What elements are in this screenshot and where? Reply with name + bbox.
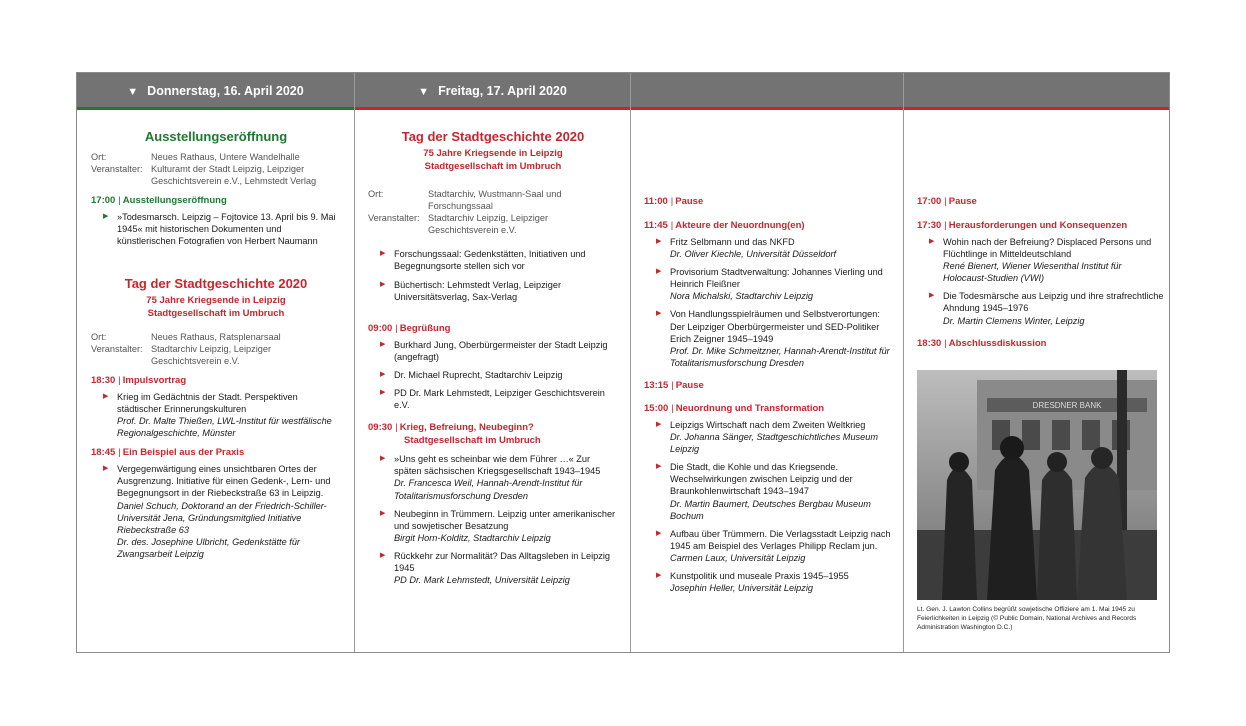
- tag-meta: [91, 331, 341, 367]
- window: [1022, 420, 1040, 450]
- opening-slot: 17:00 | Ausstellungseröffnung: [91, 195, 227, 207]
- slot-time: 18:45: [91, 447, 116, 459]
- tag-title: Tag der Stadtgeschichte 2020: [124, 275, 308, 291]
- ort-label: Ort:: [368, 189, 384, 199]
- list-item: [644, 528, 892, 564]
- item-speaker: Dr. Francesca Weil, Hannah-Arendt-Institut für Totalitarismusforschung Dresden: [394, 478, 583, 501]
- list-item: [368, 279, 618, 303]
- tag-meta: [368, 188, 618, 236]
- item-speaker: Dr. Johanna Sänger, Stadtgeschichtliches Museum Leipzig: [670, 432, 879, 455]
- item-text: ▶ Vergegenwärtigung eines unsichtbaren Ortes der Ausgrenzung. Initiative für einen Gedenk-, Lern- und Begegnungsort in der Riebeckstraße 63 in Leipzig.: [117, 464, 331, 499]
- column-friday-midday: [644, 110, 892, 652]
- item-text: ▶ Wohin nach der Befreiung? Displaced Persons und Flüchtlinge in Mitteldeutschland: [943, 237, 1152, 260]
- item-text: Büchertisch: Lehmstedt Verlag, Leipziger Universitätsverlag, Sax-Verlag: [394, 279, 561, 302]
- slot-time: 15:00: [644, 402, 669, 414]
- slot-abschluss: 18:30 | Abschlussdiskussion: [917, 337, 1047, 349]
- slot-time: 09:00: [368, 322, 393, 334]
- slot-subtitle: Stadtgesellschaft im Umbruch: [404, 435, 541, 447]
- historical-photo: [917, 370, 1157, 600]
- item-speaker: Carmen Laux, Universität Leipzig: [670, 552, 806, 563]
- column-divider: [630, 73, 631, 652]
- slot-pause: 17:00 | Pause: [917, 196, 977, 207]
- list-item: [644, 419, 892, 455]
- slot-time: 13:15: [644, 379, 669, 391]
- list-item: [368, 550, 618, 586]
- slot-time: 11:00: [644, 196, 668, 207]
- photo-area: [903, 73, 1171, 652]
- item-text: ▶ Rückkehr zur Normalität? Das Alltagsleben in Leipzig 1945: [394, 550, 611, 573]
- slot-time: 18:30: [91, 374, 116, 386]
- list-item: [644, 570, 892, 594]
- soldier-head: [949, 452, 969, 472]
- list-item: [644, 266, 892, 302]
- list-item: [644, 461, 892, 521]
- item-speaker: Dr. Martin Clemens Winter, Leipzig: [943, 315, 1085, 326]
- item-text: Forschungssaal: Gedenkstätten, Initiativen und Begegnungsorte stellen sich vor: [394, 249, 586, 272]
- veranstalter-label: Veranstalter:: [91, 164, 143, 175]
- slot-time: 09:30: [368, 422, 393, 434]
- item-text: ▶ Die Stadt, die Kohle und das Kriegsende. Wechselwirkungen zwischen Leipzig und der Braunkohlenwirtschaft 1943–1947: [670, 462, 853, 497]
- slot-herausforderungen: 17:30 | Herausforderungen und Konsequenzen: [917, 220, 1128, 231]
- item-speaker: Birgit Horn-Kolditz, Stadtarchiv Leipzig: [394, 532, 551, 543]
- opening-item: [91, 211, 341, 247]
- tag-subtitle: 75 Jahre Kriegsende in Leipzig: [146, 294, 286, 306]
- item-speaker: PD Dr. Mark Lehmstedt, Universität Leipzig: [394, 575, 570, 586]
- slot-begruessung: 09:00 | Begrüßung: [368, 322, 451, 334]
- window: [1082, 420, 1100, 450]
- tag-subtitle: Stadtgesellschaft im Umbruch: [424, 161, 562, 172]
- day-heading-thursday: [77, 73, 354, 110]
- item-speaker: Dr. Martin Baumert, Deutsches Bergbau Museum Bochum: [670, 498, 871, 521]
- item-text: PD Dr. Mark Lehmstedt, Leipziger Geschichtsverein e.V.: [394, 388, 605, 411]
- slot-pause: 13:15 | Pause: [644, 379, 704, 391]
- item-text: Burkhard Jung, Oberbürgermeister der Stadt Leipzig (angefragt): [394, 339, 608, 362]
- slot-krieg: 09:30 | Krieg, Befreiung, Neubeginn?: [368, 422, 534, 434]
- item-text: ▶ Krieg im Gedächtnis der Stadt. Perspektiven städtischer Erinnerungskulturen: [117, 391, 298, 414]
- list-item: [644, 308, 892, 368]
- veranstalter-value: Stadtarchiv Leipzig, Leipziger Geschichtsverein e.V.: [151, 343, 272, 366]
- triangle-down-icon: ▼: [418, 86, 430, 98]
- officer-head: [1047, 452, 1067, 472]
- list-item: [91, 463, 341, 560]
- column-friday-morning: [368, 110, 618, 652]
- column-divider: [354, 73, 355, 652]
- soldier-helmet: [1000, 436, 1024, 460]
- slot-time: 18:30: [917, 337, 942, 349]
- slot-title: Pause: [675, 196, 704, 207]
- item-speaker: Prof. Dr. Mike Schmeitzner, Hannah-Arendt-Institut für Totalitarismusforschung Dresden: [670, 345, 890, 368]
- slot-akteure: 11:45 | Akteure der Neuordnung(en): [644, 220, 805, 231]
- officer-head: [1091, 447, 1113, 469]
- slot-time: 17:00: [91, 195, 116, 207]
- soldier-figure: [942, 468, 977, 601]
- item-text: ▶ Die Todesmärsche aus Leipzig und ihre strafrechtliche Ahndung 1945–1976: [943, 291, 1164, 314]
- slot-title: Begrüßung: [399, 322, 451, 334]
- opening-title: Ausstellungseröffnung: [144, 129, 288, 144]
- veranstalter-label: Veranstalter:: [368, 213, 420, 224]
- triangle-down-icon: ▼: [127, 86, 139, 98]
- item-speaker: Dr. des. Josephine Ulbricht, Gedenkstätte für Zwangsarbeit Leipzig: [117, 536, 300, 559]
- slot-title: Akteure der Neuordnung(en): [675, 220, 805, 231]
- photo-caption: Lt. Gen. J. Lawton Collins begrüßt sowjetische Offiziere am 1. Mai 1945 zu Feierlichkeiten in Leipzig (© Public Domain, National Archives and Records Administration Washington D.C.): [917, 606, 1137, 631]
- slot-title: Abschlussdiskussion: [948, 337, 1047, 349]
- list-item: [368, 508, 618, 544]
- column-thursday: [91, 110, 341, 652]
- item-speaker: René Bienert, Wiener Wiesenthal Institut für Holocaust-Studien (VWI): [943, 261, 1122, 284]
- item-text: ▶ Aufbau über Trümmern. Die Verlagsstadt Leipzig nach 1945 am Beispiel des Verlages Philipp Reclam jun.: [670, 528, 891, 551]
- slot-praxis: 18:45 | Ein Beispiel aus der Praxis: [91, 447, 245, 459]
- item-text: ▶ Von Handlungsspielräumen und Selbstverortungen: Der Leipziger Oberbürgermeister und SED-Politiker Erich Zeigner 1945–1949: [670, 309, 880, 344]
- item-text: ▶ Kunstpolitik und museale Praxis 1945–1955: [670, 570, 849, 581]
- list-item: [368, 248, 618, 272]
- ort-value: Neues Rathaus, Ratsplenarsaal: [151, 331, 281, 342]
- tag-title: Tag der Stadtgeschichte 2020: [401, 129, 585, 144]
- day-heading-friday: [354, 73, 631, 110]
- item-text: ▶ Fritz Selbmann und das NKFD: [670, 237, 795, 247]
- slot-title: Neuordnung und Transformation: [675, 402, 825, 414]
- tag-subtitle: Stadtgesellschaft im Umbruch: [147, 307, 285, 319]
- officer-figure: [1037, 468, 1077, 601]
- item-speaker: Daniel Schuch, Doktorand an der Friedrich-Schiller-Universität Jena, Gründungsmitglied Initiative Riebeckstraße 63: [117, 500, 327, 535]
- list-item: [368, 387, 618, 411]
- item-text: ▶ Neubeginn in Trümmern. Leipzig unter amerikanischer und sowjetischer Besatzung: [394, 508, 616, 531]
- slot-neuordnung: 15:00 | Neuordnung und Transformation: [644, 402, 825, 414]
- item-speaker: Dr. Oliver Kiechle, Universität Düsseldorf: [670, 249, 837, 260]
- ort-label: Ort:: [91, 331, 107, 342]
- slot-time: 17:30: [917, 220, 942, 231]
- window: [1052, 420, 1070, 450]
- opening-meta: [91, 151, 341, 187]
- ort-value: Neues Rathaus, Untere Wandelhalle: [151, 152, 300, 162]
- item-speaker: Prof. Dr. Malte Thießen, LWL-Institut für westfälische Regionalgeschichte, Münster: [117, 416, 332, 439]
- slot-title: Ein Beispiel aus der Praxis: [122, 447, 245, 459]
- program-frame: [76, 72, 1170, 653]
- veranstalter-value: Stadtarchiv Leipzig, Leipziger Geschichtsverein e.V.: [428, 213, 549, 236]
- ort-value: Stadtarchiv, Wustmann-Saal und Forschungssaal: [428, 189, 562, 212]
- list-item: [368, 369, 618, 381]
- day-label: Donnerstag, 16. April 2020: [147, 84, 304, 98]
- list-item: [368, 453, 618, 501]
- slot-pause: 11:00 | Pause: [644, 196, 704, 207]
- list-item: [91, 391, 341, 439]
- ort-label: Ort:: [91, 152, 107, 162]
- item-text: ▶ »Uns geht es scheinbar wie dem Führer …« Zur späten sächsischen Kriegsgesellschaft 1943–1945: [394, 454, 601, 477]
- item-speaker: Josephin Heller, Universität Leipzig: [670, 583, 813, 594]
- veranstalter-label: Veranstalter:: [91, 343, 143, 354]
- slot-title: Herausforderungen und Konsequenzen: [948, 220, 1128, 231]
- slot-title: Impulsvortrag: [122, 374, 187, 386]
- slot-title: Krieg, Befreiung, Neubeginn?: [399, 422, 534, 434]
- slot-time: 17:00: [917, 196, 942, 207]
- slot-title: Pause: [675, 379, 704, 391]
- item-speaker: Nora Michalski, Stadtarchiv Leipzig: [670, 291, 813, 302]
- item-text: ▶ Provisorium Stadtverwaltung: Johannes Vierling und Heinrich Fleißner: [670, 267, 883, 290]
- slot-time: 11:45: [644, 220, 668, 231]
- list-item: [368, 339, 618, 363]
- day-label: Freitag, 17. April 2020: [438, 84, 567, 98]
- item-text: ▶ Leipzigs Wirtschaft nach dem Zweiten Weltkrieg: [670, 419, 866, 430]
- slot-impulsvortrag: 18:30 | Impulsvortrag: [91, 374, 187, 386]
- item-text: Dr. Michael Ruprecht, Stadtarchiv Leipzig: [394, 369, 563, 380]
- bank-sign-text: DRESDNER BANK: [1032, 401, 1102, 410]
- list-item: [644, 236, 892, 260]
- item-text: »Todesmarsch. Leipzig – Fojtovice 13. April bis 9. Mai 1945« mit historischen Dokumenten und künstlerischen Fotografien von Herbert Naumann: [117, 212, 336, 247]
- slot-title: Ausstellungseröffnung: [122, 195, 227, 207]
- slot-title: Pause: [948, 196, 977, 207]
- tag-subtitle: 75 Jahre Kriegsende in Leipzig: [423, 148, 563, 159]
- veranstalter-value: Kulturamt der Stadt Leipzig, Leipziger Geschichtsverein e.V., Lehmstedt Verlag: [151, 164, 317, 187]
